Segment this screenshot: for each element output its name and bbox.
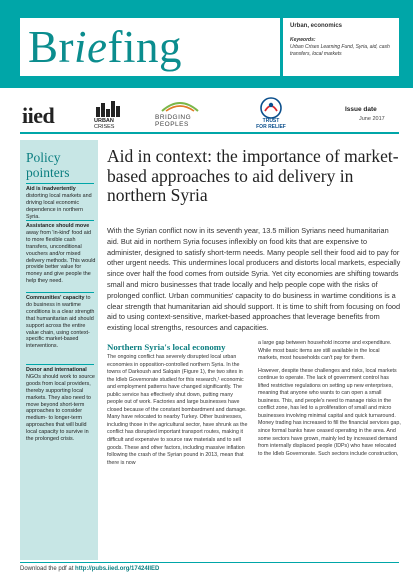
trust-line2: FOR RELIEF — [256, 123, 286, 130]
bridging-line2: PEOPLES — [155, 121, 189, 128]
category-label: Urban, economics — [290, 23, 343, 29]
keywords-text: Urban Crises Learning Fund, Syria, aid, cash transfers, local markets — [290, 44, 390, 57]
article-headline: Aid in context: the importance of market-based approaches to aid delivery in northern Syria — [107, 146, 399, 205]
paragraph: However, despite these challenges and risks, local markets continue to operate. The lack of government control has lifted restrictive regulations on setting up new enterprises, meaning that anyone who wants to can open a small business. This, and people's need to manage risks in the conflict zone, has led to a proliferation of small and micro businesses involving minimal capital and quick turnaround. Money trading has increased to fill the financial services gap, since formal banks have ceased operating in the area. And some sectors have grown, mainly led by increased demand from internally displaced people (IDPs) who have relocated to the Idleb Governorate. Such sectors include construction, — [258, 367, 401, 457]
trust-line1: TRUST — [262, 118, 280, 124]
policy-pointer-lead: Aid is inadvertently — [26, 186, 76, 192]
iied-logo: iied — [22, 103, 55, 128]
sidebar-divider — [26, 364, 94, 365]
policy-pointer — [26, 186, 96, 221]
download-link[interactable]: http://pubs.iied.org/17424IIED — [75, 566, 160, 572]
brand-post: fing — [107, 22, 182, 72]
sidebar-title: Policy pointers — [26, 150, 70, 180]
paragraph: The ongoing conflict has severely disrupted local urban economies in opposition-controlled northern Syria. In the towns of Darkoush and Salqain (Figure 1), the two sites in the Idleb Governorate studied for this research,¹ economic and employment patterns have changed significantly. The public service has effectively shut down, putting many people out of work. Factories and large businesses have closed because of the constant bombardment and damage. Many have relocated to nearby Turkey. Other businesses, including those in the agricultural sector, have shrunk as the conflict has disrupted important transport routes, making it difficult and expensive to source raw materials and to sell goods. These and other factors, including massive inflation following the crash of the Syrian pound in 2013, mean that there is now — [107, 354, 248, 466]
brand-title — [28, 22, 182, 72]
sidebar-divider — [26, 183, 94, 184]
urban-crises-line1: URBAN — [94, 118, 114, 124]
policy-pointer-lead: Communities' capacity — [26, 295, 85, 301]
urban-crises-line2: CRISES — [94, 124, 115, 130]
policy-pointer-lead: Donor and international — [26, 367, 87, 373]
sidebar-divider — [26, 220, 94, 221]
article-intro: With the Syrian conflict now in its seventh year, 13.5 million Syrians need humanitarian aid. But aid in northern Syria focuses inflexibly on food kits that are expensive to administer, designed to satisfy short-term needs. Many people sell their food aid to pay for other urgent needs. This undermines local producers and distorts local markets, especially since over half the food comes from outside Syria. Yet city economies are shifting towards small and micro businesses that trade locally and help people cope with the risks of prolonged conflict. Urban communities' capacity to do business in wartime conditions is a clear strength that humanitarian aid should support. It is time to shift from focusing on food aid to using context-sensitive, market-based approaches that leverage benefits from existing local strengths, resources and capacities. — [107, 226, 401, 333]
bridging-peoples-logo-icon — [160, 99, 200, 113]
sidebar-divider — [26, 292, 94, 293]
urban-crises-logo — [94, 118, 114, 130]
urban-crises-logo-icon — [95, 101, 123, 117]
policy-pointer — [26, 295, 96, 350]
bridging-peoples-logo — [155, 114, 191, 128]
paragraph: a large gap between household income and expenditure. While most basic items are still available in the local markets, most households can't pay for them. — [258, 340, 392, 362]
policy-pointer-lead: Assistance should move — [26, 223, 90, 229]
policy-pointer-body: NGOs should work to source goods from local providers, thereby supporting local markets. They also need to move beyond short-term approaches to consider medium- to longer-term approaches that will build local capacity to survive in the prolonged crisis. — [26, 373, 95, 443]
trust-logo — [251, 119, 291, 130]
brand-pre: Br — [28, 22, 74, 72]
trust-logo-icon — [258, 97, 284, 119]
article-column-left — [107, 354, 250, 472]
issue-date: June 2017 — [359, 116, 385, 122]
article-column-right — [258, 340, 401, 463]
header-rule — [20, 132, 399, 134]
policy-pointer — [26, 367, 96, 443]
footer — [20, 566, 159, 572]
footer-prefix: Download the pdf at — [20, 566, 74, 572]
policy-pointer — [26, 223, 96, 285]
policy-pointer-body: to do business in wartime conditions is a clear strength that humanitarian aid should support across the entire value chain, using context-specific market-based interventions. — [26, 295, 95, 350]
policy-pointer-body: away from 'in-kind' food aid to more flexible cash transfers, unconditional vouchers and/or mixed delivery methods. This would provide better value for money and give people the help they need. — [26, 229, 96, 285]
policy-pointer-body: distorting local markets and driving local economic dependence in northern Syria. — [26, 192, 92, 220]
keywords-heading: Keywords: — [290, 37, 316, 43]
brand-italic: ie — [74, 22, 108, 72]
bridging-line1: BRIDGING — [155, 114, 192, 121]
section-heading: Northern Syria's local economy — [107, 342, 226, 352]
footer-rule — [20, 562, 399, 563]
issue-date-label: Issue date — [345, 106, 377, 113]
